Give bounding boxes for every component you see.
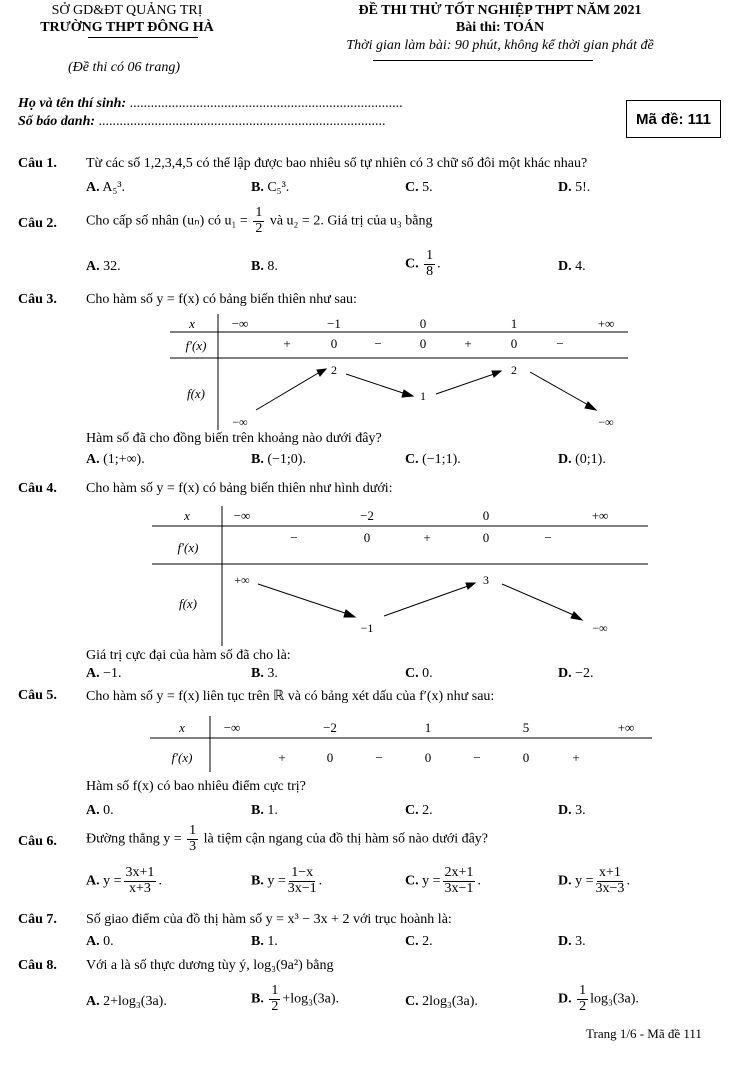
q3-number: Câu 3.: [18, 292, 57, 307]
q4-option-b: B. 3.: [251, 666, 278, 681]
q5-x3: 5: [522, 720, 530, 735]
exam-code-box: Mã đề: 111: [626, 100, 721, 138]
q5-text: Cho hàm số y = f(x) liên tục trên ℝ và có bảng xét dấu của f′(x) như sau:: [86, 689, 495, 704]
q4-after: Giá trị cực đại của hàm số đã cho là:: [86, 648, 291, 663]
exam-title: ĐỀ THI THỬ TỐT NGHIỆP THPT NĂM 2021: [358, 3, 642, 18]
q3-s6: −: [556, 336, 564, 351]
q3-after: Hàm số đã cho đồng biến trên khoảng nào dưới đây?: [86, 431, 382, 446]
q6-option-b: B. y = $\frac{1-x}{3x-1}$ .: [251, 865, 323, 896]
q3-s3: 0: [419, 336, 427, 351]
q1-option-c: C. 5.: [405, 180, 433, 195]
q5-number: Câu 5.: [18, 688, 57, 703]
q5-s0: +: [278, 750, 286, 765]
q2-option-c: C. $\frac{1}{8}$ .: [405, 248, 441, 279]
q4-x-label: x: [184, 508, 190, 523]
q3-s1: 0: [330, 336, 338, 351]
q5-s1: 0: [326, 750, 334, 765]
q5-x2: 1: [424, 720, 432, 735]
q3-text: Cho hàm số y = f(x) có bảng biến thiên như sau:: [86, 292, 357, 307]
time-underline: [373, 60, 593, 61]
q6-text: Đường thẳng y = $\frac{1}{3}$ là tiệm cận ngang của đồ thị hàm số nào dưới đây?: [86, 823, 489, 854]
q5-s5: 0: [522, 750, 530, 765]
q3-f4: −∞: [598, 415, 614, 429]
q1-option-d: D. 5!.: [558, 180, 591, 195]
q5-s4: −: [473, 750, 481, 765]
name-label: Họ và tên thí sinh: ..............................................................................: [18, 96, 403, 111]
q5-x-label: x: [179, 720, 185, 735]
q5-option-a: A. 0.: [86, 803, 114, 818]
q5-sign-table: [150, 716, 654, 774]
q4-s0: −: [290, 530, 298, 545]
q3-f2: 1: [420, 389, 426, 403]
q4-x2: 0: [482, 508, 490, 523]
q2-fraction: $\frac{1}{2}$: [255, 205, 263, 236]
q3-s4: +: [464, 336, 472, 351]
q7-text: Số giao điểm của đồ thị hàm số y = x³ − 3x + 2 với trục hoành là:: [86, 912, 452, 927]
q4-x1: −2: [360, 508, 374, 523]
q3-x0: −∞: [231, 316, 249, 331]
q1-option-a: A. A₅³.: [86, 180, 126, 195]
q6-option-c: C. y = $\frac{2x+1}{3x-1}$ .: [405, 865, 481, 896]
q3-x-label: x: [189, 316, 195, 331]
q5-s6: +: [572, 750, 580, 765]
q3-f0: −∞: [232, 415, 248, 429]
q4-s1: 0: [363, 530, 371, 545]
q6-option-d: D. y = $\frac{x+1}{3x-3}$ .: [558, 865, 630, 896]
q5-option-d: D. 3.: [558, 803, 586, 818]
q7-option-a: A. 0.: [86, 934, 114, 949]
q7-number: Câu 7.: [18, 912, 57, 927]
q4-f0: +∞: [234, 573, 250, 587]
q6-fraction: $\frac{1}{3}$: [189, 823, 197, 854]
q2-option-b: B. 8.: [251, 259, 278, 274]
q3-x3: 1: [510, 316, 518, 331]
q4-text: Cho hàm số y = f(x) có bảng biến thiên như hình dưới:: [86, 481, 393, 496]
q2-number: Câu 2.: [18, 216, 57, 231]
q4-x0: −∞: [233, 508, 251, 523]
exam-subject: Bài thi: TOÁN: [455, 20, 545, 35]
header-pages-note: (Đề thi có 06 trang): [68, 60, 180, 75]
q8-number: Câu 8.: [18, 958, 57, 973]
q4-option-d: D. −2.: [558, 666, 594, 681]
q3-f-label: f(x): [186, 386, 206, 401]
q8-text: Với a là số thực dương tùy ý, log₃(9a²) bằng: [86, 958, 334, 973]
q3-option-b: B. (−1;0).: [251, 452, 306, 467]
q6-number: Câu 6.: [18, 834, 57, 849]
q7-option-d: D. 3.: [558, 934, 586, 949]
q3-option-d: D. (0;1).: [558, 452, 606, 467]
exam-time-note: Thời gian làm bài: 90 phút, không kể thời gian phát đề: [346, 38, 654, 53]
q4-x3: +∞: [591, 508, 609, 523]
q1-text: Từ các số 1,2,3,4,5 có thể lập được bao nhiêu số tự nhiên có 3 chữ số đôi một khác nhau?: [86, 156, 588, 171]
q5-s2: −: [375, 750, 383, 765]
q5-after: Hàm số f(x) có bao nhiêu điểm cực trị?: [86, 779, 306, 794]
q3-x2: 0: [419, 316, 427, 331]
q7-option-b: B. 1.: [251, 934, 278, 949]
q5-x1: −2: [323, 720, 337, 735]
q4-number: Câu 4.: [18, 481, 57, 496]
q5-option-c: C. 2.: [405, 803, 433, 818]
q4-variation-table: [152, 506, 650, 648]
q4-f2: 3: [483, 573, 489, 587]
q5-option-b: B. 1.: [251, 803, 278, 818]
header-school: TRƯỜNG THPT ĐÔNG HÀ: [40, 20, 214, 35]
q7-option-c: C. 2.: [405, 934, 433, 949]
q3-variation-table: [170, 314, 630, 432]
q3-s0: +: [283, 336, 291, 351]
q4-option-c: C. 0.: [405, 666, 433, 681]
q4-f3: −∞: [592, 621, 608, 635]
q3-x1: −1: [327, 316, 341, 331]
q3-x4: +∞: [597, 316, 615, 331]
q2-option-d: D. 4.: [558, 259, 586, 274]
q4-s3: 0: [482, 530, 490, 545]
q8-option-d: D. $\frac{1}{2}$ log₃(3a).: [558, 983, 639, 1014]
q6-option-a: A. y = $\frac{3x+1}{x+3}$ .: [86, 865, 162, 896]
q1-number: Câu 1.: [18, 156, 57, 171]
q3-f1: 2: [331, 363, 337, 377]
q4-s4: −: [544, 530, 552, 545]
q5-x0: −∞: [223, 720, 241, 735]
header-dept: SỞ GD&ĐT QUẢNG TRỊ: [51, 3, 203, 18]
header-school-underline: [88, 37, 198, 38]
q3-option-c: C. (−1;1).: [405, 452, 461, 467]
q5-fp-label: f′(x): [171, 750, 193, 765]
q5-s3: 0: [424, 750, 432, 765]
q3-f3: 2: [511, 363, 517, 377]
q2-option-a: A. 32.: [86, 259, 121, 274]
q3-fp-label: f′(x): [185, 338, 207, 353]
q4-fp-label: f′(x): [177, 540, 199, 555]
id-label: Số báo danh: ..................................................................................: [18, 114, 386, 129]
q8-option-c: C. 2log₃(3a).: [405, 994, 478, 1009]
q3-s5: 0: [510, 336, 518, 351]
q1-option-b: B. C₅³.: [251, 180, 290, 195]
q8-option-a: A. 2+log₃(3a).: [86, 994, 167, 1009]
q2-text: Cho cấp số nhân (uₙ) có u₁ = $\frac{1}{2}$ và u₂ = 2. Giá trị của u₃ bằng: [86, 205, 433, 236]
q8-option-b: B. $\frac{1}{2}$ +log₃(3a).: [251, 983, 340, 1014]
q4-f-label: f(x): [178, 596, 198, 611]
q4-f1: −1: [360, 621, 374, 635]
q5-x4: +∞: [617, 720, 635, 735]
q4-s2: +: [423, 530, 431, 545]
q3-s2: −: [374, 336, 382, 351]
page-footer: Trang 1/6 - Mã đề 111: [586, 1026, 702, 1041]
q3-option-a: A. (1;+∞).: [86, 452, 145, 467]
q4-option-a: A. −1.: [86, 666, 122, 681]
